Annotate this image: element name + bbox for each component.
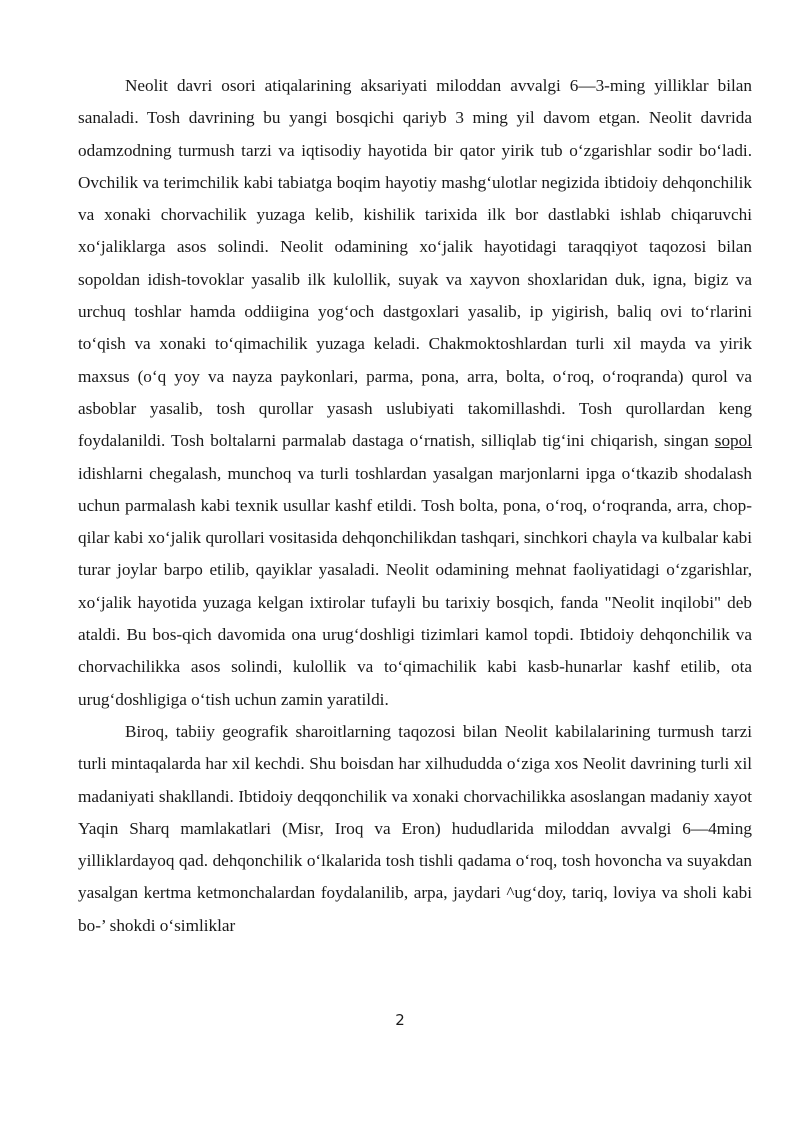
paragraph-text: idishlarni chegalash, munchoq va turli toshlardan yasalgan marjonlarni ipga o‘tkazib shodalash uchun parmalash kabi texnik usullar kashf etildi. Tosh bolta, pona, o‘roq, o‘roqranda, arra, chop-qilar kabi xo‘jalik qurollari vositasida dehqonchilikdan tashqari, sinchkori chayla va kulbalar kabi turar joylar barpo etilib, qayiklar yasaladi. Neolit odamining mehnat faoliyatidagi o‘zgarishlar, xo‘jalik hayotida yuzaga kelgan ixtirolar tufayli bu tarixiy bosqich, fanda "Neolit inqilobi" deb ataldi. Bu bos-qich davomida ona urug‘doshligi tizimlari kamol topdi. Ibtidoiy dehqonchilik va chorvachilikka asos solindi, kulollik va to‘qimachilik kabi kasb-hunarlar kashf etilib, ota urug‘doshligiga o‘tish uchun zamin yaratildi. bbox=[78, 463, 752, 709]
document-body bbox=[78, 70, 752, 942]
paragraph-text: Neolit davri osori atiqalarining aksariyati miloddan avvalgi 6—3-ming yilliklar bilan sanaladi. Tosh davrining bu yangi bosqichi qariyb 3 ming yil davom etgan. Neolit davrida odamzodning turmush tarzi va iqtisodiy hayotida bir qator yirik tub o‘zgarishlar sodir bo‘ladi. Ovchilik va terimchilik kabi tabiatga boqim hayotiy mashg‘ulotlar negizida ibtidoiy dehqonchilik va xonaki chorvachilik yuzaga kelib, kishilik tarixida ilk bor dastlabki ishlab chiqaruvchi xo‘jaliklarga asos solindi. Neolit odamining xo‘jalik hayotidagi taraqqiyot taqozosi bilan sopoldan idish-tovoklar yasalib ilk kulollik, suyak va xayvon shoxlaridan duk, igna, bigiz va urchuq toshlar hamda oddiigina yog‘och dastgoxlari yasalib, ip yigirish, baliq ovi to‘rlarini to‘qish va xonaki to‘qimachilik yuzaga keladi. Chakmoktoshlardan turli xil mayda va yirik maxsus (o‘q yoy va nayza paykonlari, parma, pona, arra, bolta, o‘roq, o‘roqranda) qurol va asboblar yasalib, tosh qurollar yasash uslubiyati takomillashdi. Tosh qurollardan keng foydalanildi. Tosh boltalarni parmalab dastaga o‘rnatish, silliqlab tig‘ini chiqarish, singan bbox=[78, 76, 752, 451]
paragraph: Biroq, tabiiy geografik sharoitlarning taqozosi bilan Neolit kabilalarining turmush tarzi turli mintaqalarda har xil kechdi. Shu boisdan har xilhududda o‘ziga xos Neolit davrining turli xil madaniyati shakllandi. Ibtidoiy deqqonchilik va xonaki chorvachilikka asoslangan madaniy xayot Yaqin Sharq mamlakatlari (Misr, Iroq va Eron) hududlarida miloddan avvalgi 6—4ming yilliklardayoq qad. dehqonchilik o‘lkalarida tosh tishli qadama o‘roq, tosh hovoncha va suyakdan yasalgan kertma ketmonchalardan foydalanilib, arpa, jaydari ^ug‘doy, tariq, loviya va sholi kabi bo-’ shokdi o‘simliklar bbox=[78, 721, 752, 935]
underlined-word: sopol bbox=[714, 431, 752, 451]
paragraph bbox=[78, 70, 752, 716]
page-number: 2 bbox=[395, 1011, 405, 1029]
